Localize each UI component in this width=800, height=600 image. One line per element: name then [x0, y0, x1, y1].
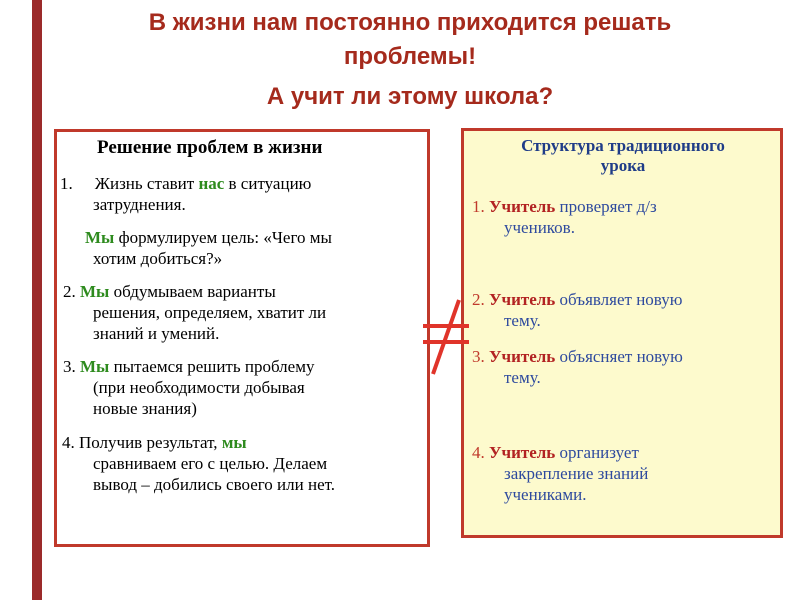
lesson-step-3-line-2: тему.: [504, 368, 541, 387]
lesson-step-4-line-2: закрепление знаний: [504, 464, 649, 483]
lesson-step-2-line-2: тему.: [504, 311, 541, 330]
life-step-1-marker: 1.: [60, 174, 73, 193]
lesson-heading-line-1: Структура традиционного: [521, 136, 725, 155]
life-step-3: [63, 356, 314, 419]
life-step-3-line-2: (при необходимости добывая: [93, 378, 305, 397]
life-step-4-line-3: вывод – добились своего или нет.: [93, 475, 336, 494]
life-step-3-line-3: новые знания): [93, 399, 197, 418]
life-step-2-marker: 2.: [63, 282, 80, 301]
side-decoration-stripe: [32, 0, 42, 600]
life-step-2-line-2: решения, определяем, хватит ли: [93, 303, 327, 322]
lesson-step-1: [472, 196, 657, 238]
life-step-1b: [85, 227, 332, 269]
lesson-step-3-marker: 3.: [472, 347, 489, 366]
lesson-step-4-marker: 4.: [472, 443, 489, 462]
lesson-step-4-line-3: учениками.: [504, 485, 587, 504]
life-step-1b-line-2: хотим добиться?»: [93, 249, 223, 268]
lesson-step-4-actor: Учитель: [489, 443, 556, 462]
lesson-step-1-marker: 1.: [472, 197, 489, 216]
lesson-heading-line-2: урока: [600, 156, 646, 175]
title-line-2: проблемы!: [343, 43, 477, 70]
life-step-3-marker: 3.: [63, 357, 80, 376]
lesson-step-3-actor: Учитель: [489, 347, 556, 366]
life-step-2-line-3: знаний и умений.: [93, 324, 220, 343]
life-step-4-line-2: сравниваем его с целью. Делаем: [93, 454, 328, 473]
title-line-3: А учит ли этому школа?: [266, 83, 554, 110]
lesson-step-2-text: объявляет новую: [555, 290, 683, 309]
life-step-2: [63, 281, 326, 344]
life-step-1: [60, 173, 311, 215]
title-line-1: В жизни нам постоянно приходится решать: [148, 9, 672, 36]
lesson-panel-heading: [470, 136, 776, 176]
life-step-2-text: обдумываем варианты: [109, 282, 276, 301]
life-step-4-highlight: мы: [221, 433, 247, 452]
life-step-4: [62, 432, 335, 495]
life-step-3-highlight: Мы: [80, 357, 110, 376]
life-panel-heading: Решение проблем в жизни: [97, 137, 323, 158]
life-step-1b-highlight: Мы: [85, 228, 115, 247]
life-step-2-highlight: Мы: [80, 282, 110, 301]
lesson-step-2: [472, 289, 682, 331]
not-equal-icon: [421, 294, 471, 380]
lesson-step-1-actor: Учитель: [489, 197, 556, 216]
lesson-step-2-actor: Учитель: [489, 290, 556, 309]
life-step-1-line-2: затруднения.: [93, 195, 186, 214]
lesson-step-4: [472, 442, 648, 505]
lesson-step-2-marker: 2.: [472, 290, 489, 309]
slide-title: [60, 6, 760, 114]
life-step-1b-text: формулируем цель: «Чего мы: [114, 228, 332, 247]
life-step-3-text: пытаемся решить проблему: [109, 357, 315, 376]
lesson-step-1-text: проверяет д/з: [555, 197, 657, 216]
life-step-4-text: 4. Получив результат,: [62, 433, 222, 452]
lesson-step-3: [472, 346, 683, 388]
traditional-lesson-panel: [461, 128, 783, 538]
life-problem-solving-panel: [54, 129, 430, 547]
life-step-1-highlight: нас: [198, 174, 225, 193]
lesson-step-4-text: организует: [555, 443, 639, 462]
lesson-step-1-line-2: учеников.: [504, 218, 575, 237]
life-step-1-text: Жизнь ставит: [94, 174, 199, 193]
life-step-1-text-post: в ситуацию: [224, 174, 312, 193]
lesson-step-3-text: объясняет новую: [555, 347, 683, 366]
